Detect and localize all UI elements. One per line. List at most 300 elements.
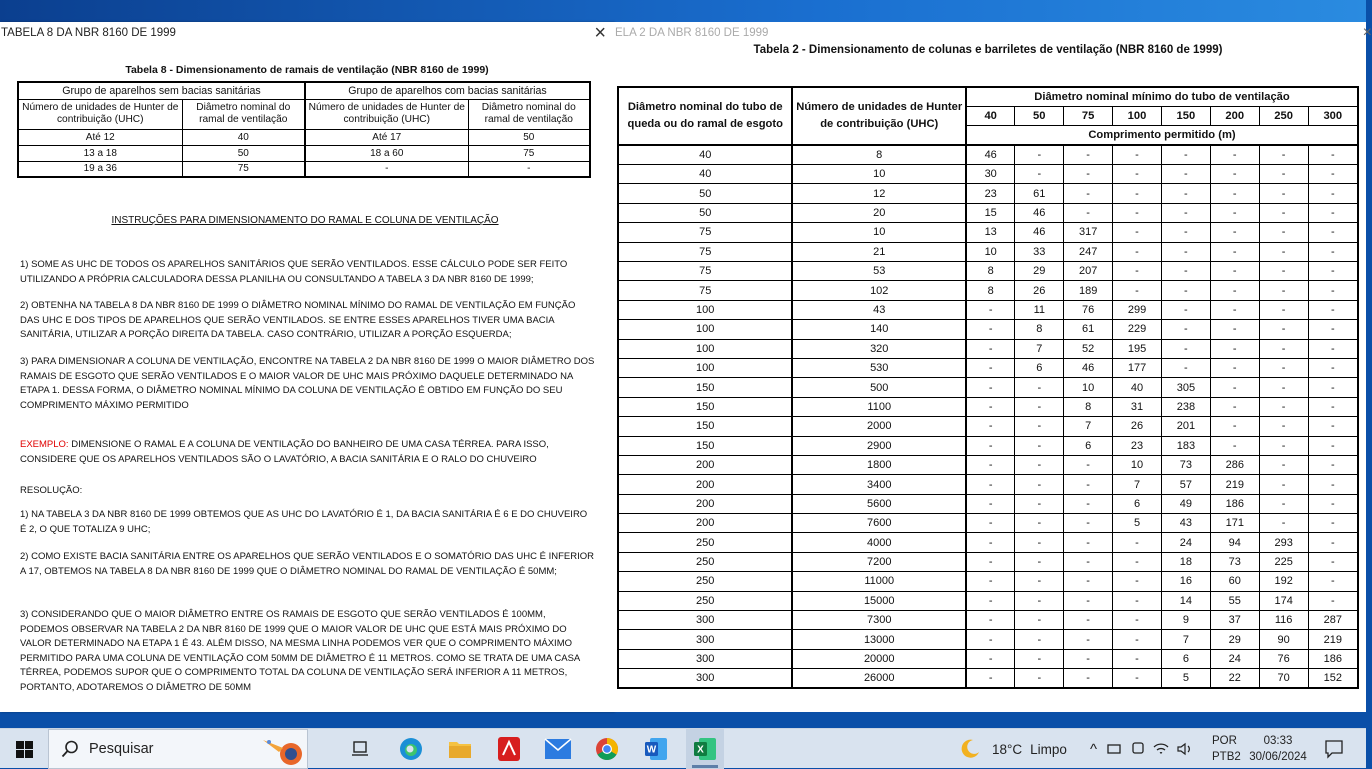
table2-cell: - [1308,320,1358,339]
resolution-2: 2) COMO EXISTE BACIA SANITÁRIA ENTRE OS APARELHOS QUE SERÃO VENTILADOS E O SOMATÓRIO DAS UHC É INFERIOR A 17, OBTEMOS NA TABELA 8 DA NBR 8160 DE 1999 QUE O DIÂMETRO NOMINAL DO RAMAL DE VENTILAÇÃO É 50MM; [20,551,594,577]
table2-cell: - [1113,649,1162,668]
acrobat-icon[interactable] [491,729,527,769]
table2-cell: - [1015,630,1064,649]
file-explorer-icon[interactable] [442,729,478,769]
table2-cell: - [1308,184,1358,203]
table2-cell: 219 [1210,475,1259,494]
table2-cell: - [966,300,1015,319]
keyboard-layout: PTB2 [1212,751,1241,763]
table2-cell: - [1210,358,1259,377]
subcol-header: 50 [1015,106,1064,125]
table2-cell: 13 [966,223,1015,242]
table2-cell: 100 [618,300,792,319]
table2 [617,86,1359,689]
task-view-icon[interactable] [344,729,376,769]
table2-row [618,533,1358,552]
table2-row [618,397,1358,416]
table2-cell: - [966,611,1015,630]
table2-cell: - [966,378,1015,397]
weather-desc: Limpo [1030,741,1067,757]
table2-cell: - [966,630,1015,649]
close-icon[interactable]: × [1362,24,1372,41]
table2-cell: 21 [792,242,966,261]
table2-row [618,669,1358,688]
table2-cell: 140 [792,320,966,339]
table2-cell: - [1308,397,1358,416]
left-window-title: TABELA 8 DA NBR 8160 DE 1999 [1,27,176,39]
table2-cell: - [1161,203,1210,222]
table2-cell: - [966,572,1015,591]
table2-cell: - [1308,572,1358,591]
table2-cell: 11000 [792,572,966,591]
volume-icon[interactable] [1177,742,1193,756]
table2-cell: 100 [618,358,792,377]
table2-cell: - [1259,436,1308,455]
table2-cell: 75 [618,223,792,242]
table2-cell: 61 [1064,320,1113,339]
taskbar [0,728,1366,768]
col-diam-header: Diâmetro nominal do ramal de ventilação [182,99,305,129]
table2-cell: 76 [1259,649,1308,668]
table2-cell: - [1308,262,1358,281]
table2-row [618,649,1358,668]
table2-cell: 26000 [792,669,966,688]
table2-cell: 49 [1161,494,1210,513]
table2-cell: 8 [792,145,966,164]
table2-cell: - [1210,378,1259,397]
table2-cell: 57 [1161,475,1210,494]
table2-cell: 238 [1161,397,1210,416]
table2-cell: - [1210,165,1259,184]
table2-cell: - [1259,397,1308,416]
col-uhc-header: Número de unidades de Hunter de contribuição (UHC) [792,87,966,145]
wifi-icon[interactable] [1153,742,1169,756]
table2-cell: 1100 [792,397,966,416]
table2-cell: - [966,514,1015,533]
group-without-header: Grupo de aparelhos sem bacias sanitárias [18,82,305,99]
table2-cell: - [1064,514,1113,533]
length-label: Comprimento permitido (m) [966,126,1358,145]
table2-cell: - [1259,320,1308,339]
table2-cell: 90 [1259,630,1308,649]
table2-cell: 10 [792,223,966,242]
table2-cell: - [1308,223,1358,242]
table2-cell: 53 [792,262,966,281]
table2-cell: - [1308,145,1358,164]
table2-cell: - [1113,262,1162,281]
table8-row [18,145,590,161]
table2-row [618,514,1358,533]
table2-cell: 200 [618,475,792,494]
table2-row [618,552,1358,571]
example-text: DIMENSIONE O RAMAL E A COLUNA DE VENTILAÇÃO DO BANHEIRO DE UMA CASA TÉRREA. PARA ISSO, CONSIDERE QUE OS APARELHOS VENTILADOS SÃO O LAVATÓRIO, A BACIA SANITÁRIA E O RALO DO CHUVEIRO [20,439,549,465]
table2-cell: - [1308,455,1358,474]
subcol-header: 150 [1161,106,1210,125]
table2-cell: 229 [1113,320,1162,339]
table2-cell: - [1259,145,1308,164]
table2-cell: 207 [1064,262,1113,281]
table2-cell: - [1161,184,1210,203]
table2-cell: - [1308,281,1358,300]
table2-cell: 9 [1161,611,1210,630]
table2-cell: 60 [1210,572,1259,591]
language-indicator[interactable] [1212,733,1241,765]
search-placeholder: Pesquisar [89,741,154,757]
table2-cell: 293 [1259,533,1308,552]
table2-cell: - [966,475,1015,494]
excel-active-indicator [692,765,718,768]
table2-cell: 10 [1064,378,1113,397]
table2-cell: 195 [1113,339,1162,358]
table2-cell: - [1161,281,1210,300]
excel-icon[interactable] [686,729,724,769]
table2-cell: 76 [1064,300,1113,319]
search-box[interactable] [48,729,308,769]
table8-cell: 40 [182,129,305,145]
table2-cell: 183 [1161,436,1210,455]
table2-cell: 305 [1161,378,1210,397]
weather-temp: 18°C [992,741,1023,757]
table2-cell: - [1161,339,1210,358]
resolution-3: 3) CONSIDERANDO QUE O MAIOR DIÂMETRO ENTRE OS RAMAIS DE ESGOTO QUE SERÃO VENTILADOS É 100MM, PODEMOS OBSERVAR NA TABELA 2 DA NBR 8160 DE 1999 QUE O MAIOR VALOR DE UHC QUE ESTÁ MAIS PRÓXIMO DO VALOR DETERMINADO NA ETAPA 1 É 43. ALÉM DISSO, NA MESMA LINHA PODEMOS VER QUE O COMPRIMENTO MÁXIMO PERMITIDO PARA UMA COLUNA DE VENTILAÇÃO COM 50MM DE DIÂMETRO É 11 METROS. COMO SE TRATA DE UMA CASA TÉRREA, PODEMOS SUPOR QUE O COMPRIMENTO TOTAL DA COLUNA DE VENTILAÇÃO SERÁ INFERIOR A 11 METROS, PORTANTO, ADOTAREMOS O DIÂMETRO DE 50MM [20,609,580,693]
table2-cell: 43 [792,300,966,319]
table2-cell: 300 [618,649,792,668]
table2-row [618,611,1358,630]
table2-cell: 14 [1161,591,1210,610]
table2-cell: - [1308,591,1358,610]
table2-row [618,242,1358,261]
table2-cell: - [1113,552,1162,571]
example-label: EXEMPLO: [20,439,69,450]
table2-cell: - [1113,184,1162,203]
table2-cell: - [1064,669,1113,688]
table2-row [618,475,1358,494]
table2-cell: - [1064,630,1113,649]
search-highlight-icon [261,734,307,768]
table2-cell: 24 [1210,649,1259,668]
table8-cell: 50 [468,129,590,145]
table2-cell: - [1210,262,1259,281]
table2-cell: 20 [792,203,966,222]
table2-cell: 287 [1308,611,1358,630]
table2-cell: 46 [1015,223,1064,242]
table2-cell: 40 [618,165,792,184]
table2-cell: 15 [966,203,1015,222]
table2-cell: 43 [1161,514,1210,533]
table2-cell: 500 [792,378,966,397]
table2-cell: - [1064,184,1113,203]
table2-cell: 2900 [792,436,966,455]
col-uhc-header: Número de unidades de Hunter de contribuição (UHC) [18,99,182,129]
example-paragraph [20,438,595,467]
table2-cell: 94 [1210,533,1259,552]
table8-cell: Até 12 [18,129,182,145]
table8 [17,81,591,178]
table2-cell: - [1161,300,1210,319]
table8-caption: Tabela 8 - Dimensionamento de ramais de ventilação (NBR 8160 de 1999) [125,64,489,76]
table2-cell: 250 [618,552,792,571]
table2-cell: - [1259,378,1308,397]
notifications-icon[interactable] [1318,729,1350,769]
table2-row [618,417,1358,436]
chevron-up-icon[interactable]: ^ [1090,740,1098,758]
search-icon [61,740,79,758]
table2-cell: 23 [966,184,1015,203]
table2-cell: 186 [1308,649,1358,668]
table2-cell: - [1015,669,1064,688]
table2-cell: 219 [1308,630,1358,649]
word-icon[interactable] [638,729,674,769]
table2-cell: - [1015,417,1064,436]
table2-cell: 10 [966,242,1015,261]
col-group-header: Diâmetro nominal mínimo do tubo de ventilação [966,87,1358,106]
table2-cell: 18 [1161,552,1210,571]
table2-cell: - [1259,475,1308,494]
table2-cell: - [1210,300,1259,319]
table2-cell: - [1015,494,1064,513]
table2-cell: - [966,533,1015,552]
table8-cell: - [468,161,590,177]
table2-cell: 29 [1210,630,1259,649]
table2-cell: - [1015,378,1064,397]
table2-row [618,630,1358,649]
table2-cell: 3400 [792,475,966,494]
table2-cell: - [1015,514,1064,533]
table2-cell: - [1015,591,1064,610]
table2-cell: - [1015,572,1064,591]
table2-cell: 320 [792,339,966,358]
table8-cell: - [305,161,468,177]
table2-cell: 317 [1064,223,1113,242]
table2-cell: 29 [1015,262,1064,281]
clock-date: 30/06/2024 [1249,751,1307,763]
table2-cell: 40 [618,145,792,164]
table8-cell: Até 17 [305,129,468,145]
table2-cell: - [1113,145,1162,164]
right-window-title: ELA 2 DA NBR 8160 DE 1999 [615,27,769,39]
table2-cell: 15000 [792,591,966,610]
table2-cell: - [1308,165,1358,184]
device-icon[interactable] [1107,742,1123,756]
table2-cell: 75 [618,242,792,261]
start-button[interactable] [0,729,48,769]
table2-cell: - [1015,165,1064,184]
table2-cell: - [1210,339,1259,358]
instructions-title: INSTRUÇÕES PARA DIMENSIONAMENTO DO RAMAL E COLUNA DE VENTILAÇÃO [111,215,499,226]
table2-cell: - [1308,417,1358,436]
table2-cell: - [1308,378,1358,397]
moon-icon [958,737,982,761]
table8-row [18,129,590,145]
table2-cell: 6 [1161,649,1210,668]
table2-cell: - [1064,591,1113,610]
table2-cell: - [1161,262,1210,281]
table2-cell: 250 [618,533,792,552]
table2-cell: 22 [1210,669,1259,688]
resolution-1: 1) NA TABELA 3 DA NBR 8160 DE 1999 OBTEMOS QUE AS UHC DO LAVATÓRIO É 1, DA BACIA SANITÁRIA É 6 E DO CHUVEIRO É 2, O QUE TOTALIZA 9 UHC; [20,509,588,535]
table2-cell: - [1259,514,1308,533]
table2-cell: 37 [1210,611,1259,630]
table2-cell: - [1064,475,1113,494]
table2-cell: 150 [618,397,792,416]
table2-cell: 299 [1113,300,1162,319]
table2-cell: - [1113,203,1162,222]
clock[interactable] [1248,733,1308,765]
table2-cell: - [1015,475,1064,494]
left-window [0,22,614,712]
table2-cell: 30 [966,165,1015,184]
table2-cell: - [1161,165,1210,184]
table8-row [18,161,590,177]
table2-cell: 200 [618,455,792,474]
table2-cell: 171 [1210,514,1259,533]
table2-cell: 300 [618,630,792,649]
table2-cell: 8 [966,281,1015,300]
subcol-header: 40 [966,106,1015,125]
table2-cell: 52 [1064,339,1113,358]
table2-cell: - [1308,358,1358,377]
table2-cell: - [1308,533,1358,552]
step-3: 3) PARA DIMENSIONAR A COLUNA DE VENTILAÇÃO, ENCONTRE NA TABELA 2 DA NBR 8160 DE 1999 O MAIOR DIÂMETRO DOS RAMAIS DE ESGOTO QUE SERÃO VENTILADOS E O MAIOR VALOR DE UHC MAIS PRÓXIMO DAQUELE DETERMINADO NA ETAPA 1. DESSA FORMA, O DIÂMETRO NOMINAL MÍNIMO DA COLUNA DE VENTILAÇÃO É OBTIDO EM FUNÇÃO DO SEU COMPRIMENTO MÁXIMO PERMITIDO [20,356,595,411]
table2-cell: 55 [1210,591,1259,610]
table2-cell: - [1015,611,1064,630]
table2-cell: 530 [792,358,966,377]
table2-cell: - [1259,242,1308,261]
table2-cell: 8 [966,262,1015,281]
meet-icon[interactable] [1131,741,1145,757]
table2-cell: - [1259,300,1308,319]
table2-cell: 116 [1259,611,1308,630]
subcol-header: 100 [1113,106,1162,125]
table2-cell: - [1259,184,1308,203]
table2-cell: 7 [1064,417,1113,436]
table2-row [618,145,1358,164]
table2-cell: - [1259,281,1308,300]
table2-cell: 4000 [792,533,966,552]
table2-cell: - [966,591,1015,610]
table2-cell: 16 [1161,572,1210,591]
table2-cell: - [1210,184,1259,203]
table2-cell: 73 [1161,455,1210,474]
table2-cell: - [1161,358,1210,377]
table2-cell: - [1064,455,1113,474]
table2-cell: - [1015,455,1064,474]
table2-cell: - [1259,165,1308,184]
table2-cell: 20000 [792,649,966,668]
table2-cell: - [1113,281,1162,300]
col-diam-header: Diâmetro nominal do ramal de ventilação [468,99,590,129]
table2-cell: - [1064,145,1113,164]
table2-cell: - [1308,339,1358,358]
table2-cell: - [1113,242,1162,261]
table2-cell: - [1113,630,1162,649]
table2-cell: 46 [1064,358,1113,377]
table2-cell: 6 [1113,494,1162,513]
table2-cell: 5 [1113,514,1162,533]
mail-icon[interactable] [540,729,576,769]
table2-cell: - [966,339,1015,358]
table2-row [618,494,1358,513]
table2-row [618,262,1358,281]
table2-cell: - [966,397,1015,416]
table2-cell: - [1015,552,1064,571]
table2-cell: 61 [1015,184,1064,203]
table2-cell: 26 [1015,281,1064,300]
table2-cell: 33 [1015,242,1064,261]
table2-cell: 8 [1064,397,1113,416]
table2-row [618,572,1358,591]
table2-cell: 8 [1015,320,1064,339]
table2-cell: - [1064,572,1113,591]
table2-cell: 70 [1259,669,1308,688]
table2-cell: 23 [1113,436,1162,455]
table2-cell: 24 [1161,533,1210,552]
table2-row [618,436,1358,455]
weather-widget[interactable] [958,729,1067,769]
table2-cell: 7600 [792,514,966,533]
table2-cell: - [1308,475,1358,494]
close-icon[interactable]: × [594,22,606,44]
table2-row [618,223,1358,242]
table2-cell: - [1308,436,1358,455]
table2-cell: 192 [1259,572,1308,591]
table2-cell: 13000 [792,630,966,649]
table2-cell: 189 [1064,281,1113,300]
table2-cell: 150 [618,436,792,455]
table2-cell: - [1259,494,1308,513]
table2-row [618,455,1358,474]
table2-cell: 286 [1210,455,1259,474]
table2-cell: 200 [618,514,792,533]
col-uhc-header: Número de unidades de Hunter de contribuição (UHC) [305,99,468,129]
table2-cell: 2000 [792,417,966,436]
subcol-header: 200 [1210,106,1259,125]
table2-cell: - [1210,320,1259,339]
table2-cell: - [1113,591,1162,610]
table2-cell: - [1210,417,1259,436]
table2-cell: 174 [1259,591,1308,610]
table2-cell: - [1210,436,1259,455]
table2-cell: - [1161,242,1210,261]
table2-cell: 177 [1113,358,1162,377]
table2-cell: - [1210,281,1259,300]
table2-cell: 200 [618,494,792,513]
table2-cell: 7 [1161,630,1210,649]
table2-row [618,184,1358,203]
tray-icons [1090,729,1193,769]
table8-cell: 50 [182,145,305,161]
step-1: 1) SOME AS UHC DE TODOS OS APARELHOS SANITÁRIOS QUE SERÃO VENTILADOS. ESSE CÁLCULO PODE SER FEITO UTILIZANDO A PRÓPRIA CALCULADORA DESSA PLANILHA OU CONSULTANDO A TABELA 3 DA NBR 8160 DE 1999; [20,259,568,285]
table2-cell: 7 [1113,475,1162,494]
table2-cell: - [966,494,1015,513]
table2-cell: 75 [618,281,792,300]
table2-cell: 50 [618,184,792,203]
table2-cell: - [966,455,1015,474]
table2-cell: 10 [792,165,966,184]
table8-cell: 75 [468,145,590,161]
table2-cell: 100 [618,339,792,358]
table2-cell: - [1015,649,1064,668]
chrome-icon[interactable] [589,729,625,769]
table2-cell: - [1259,339,1308,358]
clock-time: 03:33 [1263,735,1293,747]
edge-icon[interactable] [393,729,429,769]
table2-cell: - [966,649,1015,668]
col-diam-header: Diâmetro nominal do tubo de queda ou do ramal de esgoto [618,87,792,145]
table2-cell: 250 [618,591,792,610]
table2-cell: - [1064,203,1113,222]
table2-cell: 152 [1308,669,1358,688]
